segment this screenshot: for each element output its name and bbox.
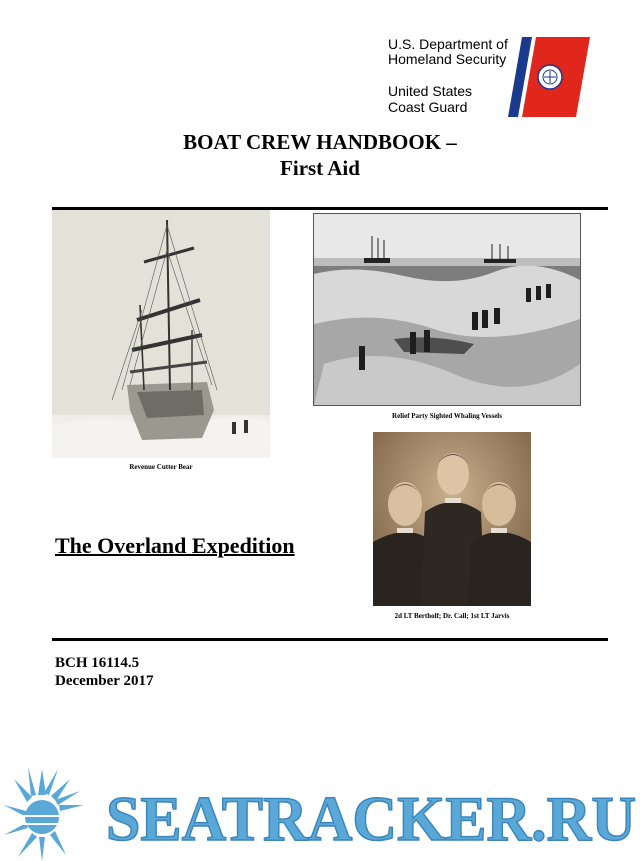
expedition-title: The Overland Expedition (55, 533, 295, 558)
uscg-line-1: United States (388, 83, 473, 99)
watermark-label: SEATRACKER.RU (106, 784, 636, 850)
uscg-line-2: Coast Guard (388, 99, 468, 115)
officers-photo-caption: 2d LT Bertholf; Dr. Call; 1st LT Jarvis (394, 612, 510, 620)
dhs-line-2: Homeland Security (388, 51, 507, 67)
publication-date: December 2017 (55, 673, 154, 689)
document-title-line-1: BOAT CREW HANDBOOK – (183, 130, 457, 154)
bottom-divider (52, 638, 608, 641)
coast-guard-stripe-logo (508, 37, 590, 117)
relief-party-photo (313, 213, 581, 406)
sun-icon (4, 765, 104, 861)
bear-photo-caption: Revenue Cutter Bear (129, 463, 193, 471)
publication-number: BCH 16114.5 (55, 655, 140, 671)
revenue-cutter-bear-photo (52, 210, 270, 458)
dhs-line-1: U.S. Department of (388, 36, 508, 52)
document-title-line-2: First Aid (280, 156, 360, 180)
watermark-text (102, 784, 640, 850)
officers-portrait-photo (373, 432, 531, 606)
relief-photo-caption: Relief Party Sighted Whaling Vessels (392, 412, 502, 420)
